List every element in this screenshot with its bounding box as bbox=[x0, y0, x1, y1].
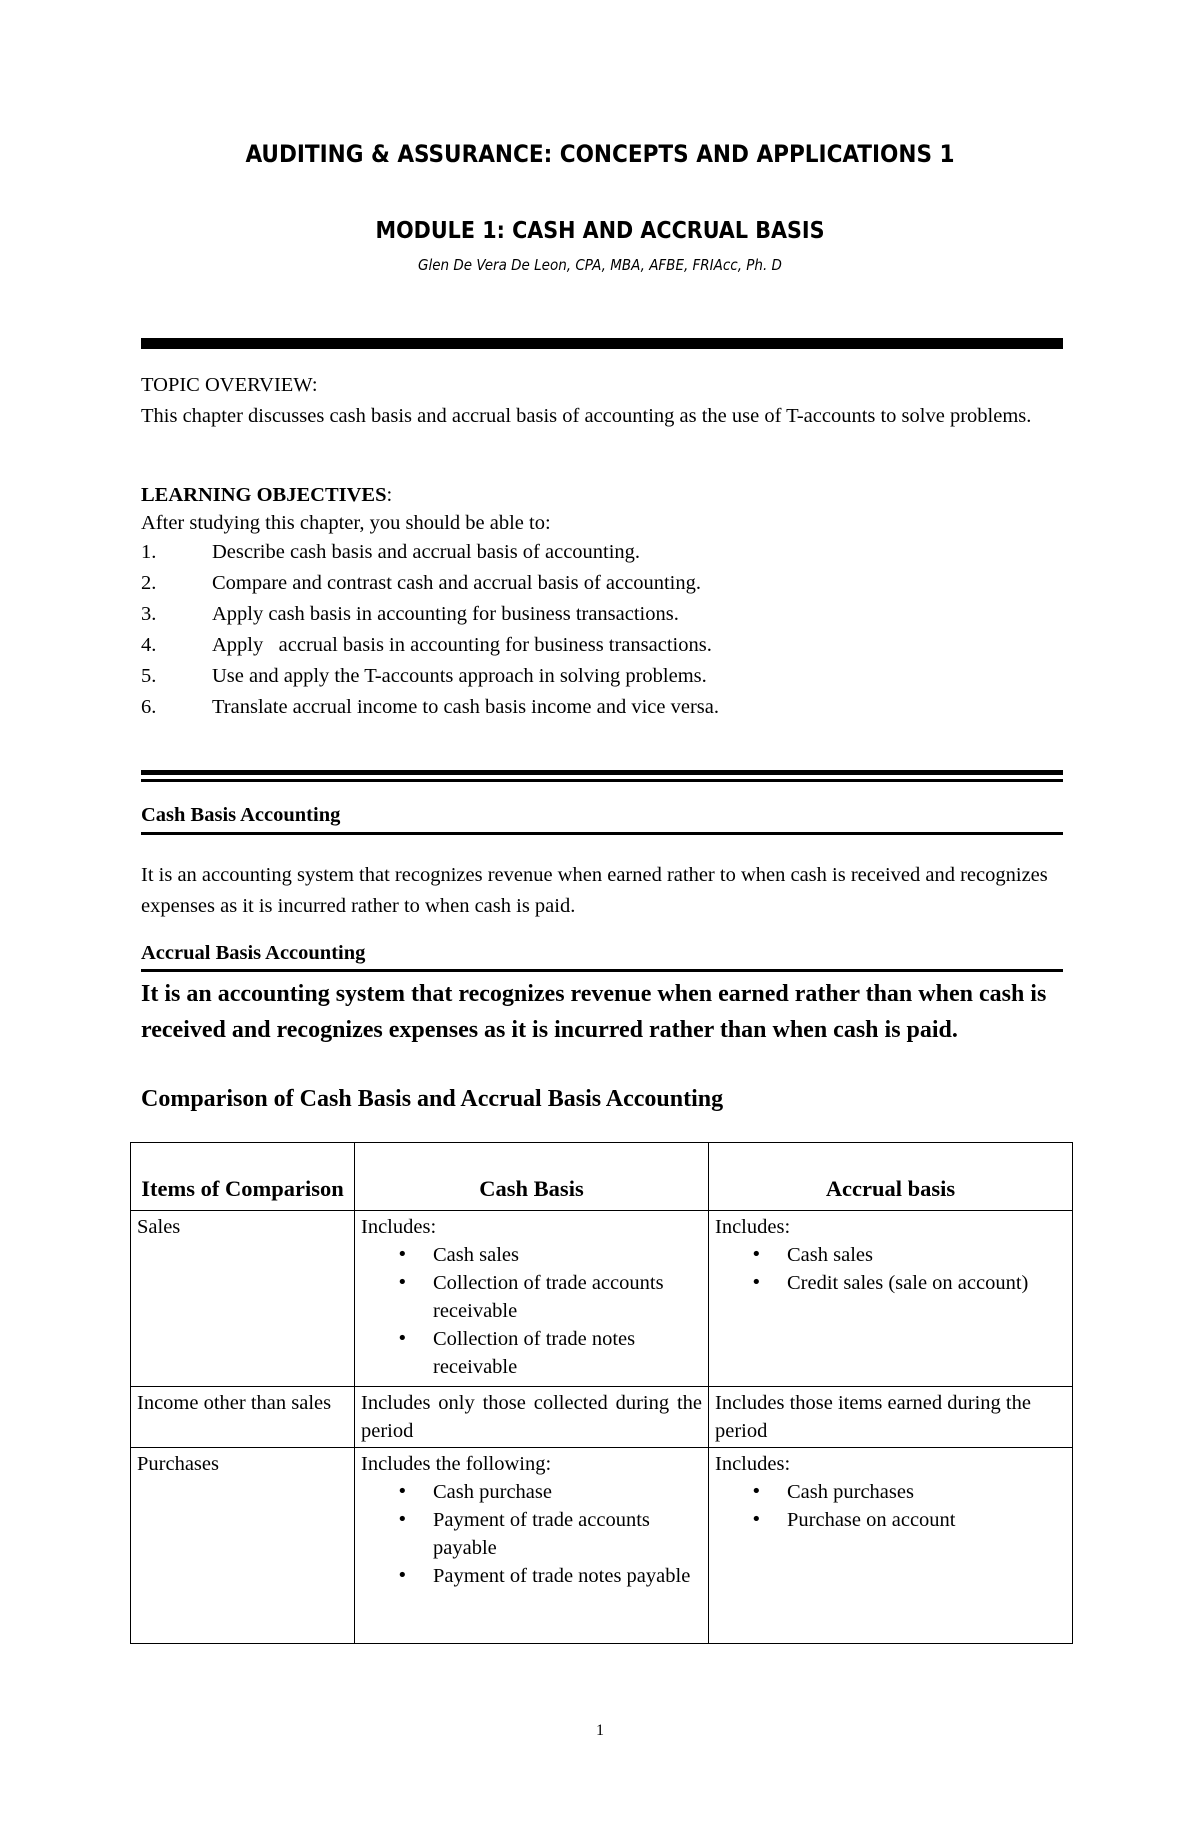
page-number: 1 bbox=[596, 1722, 604, 1739]
topic-overview: TOPIC OVERVIEW: This chapter discusses cash basis and accrual basis of accounting as the use of T-accounts to solve problems. bbox=[141, 370, 1061, 432]
thick-divider bbox=[141, 338, 1063, 349]
accrual-basis-rule bbox=[141, 969, 1063, 972]
list-item: • Collection of trade notes receivable bbox=[433, 1325, 702, 1381]
list-item: • Payment of trade accounts payable bbox=[433, 1506, 702, 1562]
cash-bullet-list bbox=[361, 1241, 702, 1381]
list-item: • Credit sales (sale on account) bbox=[787, 1269, 1066, 1297]
learning-objectives: LEARNING OBJECTIVES: After studying this chapter, you should be able to: 1. Describe cash basis and accrual basis of accounting. 2. Compare and contrast cash and accrual basis of accounting. 3. Apply cash basis in accounting for business transactions. 4. Apply accrual basis in accounting for business transactions. 5. Use and apply the T-accounts approach in solving problems. 6. Translate accrual income to cash basis income and vice versa. bbox=[141, 481, 1061, 723]
accrual-cell: Includes those items earned during the period bbox=[709, 1387, 1073, 1448]
comparison-title: Comparison of Cash Basis and Accrual Basis Accounting bbox=[141, 1086, 724, 1112]
objective-item: 2. Compare and contrast cash and accrual basis of accounting. bbox=[141, 572, 701, 594]
cash-cell: Includes only those collected during the period bbox=[355, 1387, 709, 1448]
overview-text: This chapter discusses cash basis and accrual basis of accounting as the use of T-accounts to solve problems. bbox=[141, 405, 1032, 427]
accrual-bullet-list bbox=[715, 1241, 1066, 1297]
list-item: • Cash sales bbox=[787, 1241, 1066, 1269]
cash-bullet-list bbox=[361, 1478, 702, 1590]
objective-item: 1. Describe cash basis and accrual basis of accounting. bbox=[141, 541, 641, 563]
cash-cell: Includes the following: • Cash purchase • Payment of trade accounts payable • Payment of trade notes payable bbox=[355, 1448, 709, 1644]
column-header-accrual: Accrual basis bbox=[709, 1143, 1073, 1211]
double-divider-bottom bbox=[141, 779, 1063, 782]
list-item: • Cash purchase bbox=[433, 1478, 702, 1506]
objective-item: 5. Use and apply the T-accounts approach in solving problems. bbox=[141, 665, 707, 687]
accrual-basis-heading: Accrual Basis Accounting bbox=[141, 942, 366, 964]
list-item: • Collection of trade accounts receivable bbox=[433, 1269, 702, 1325]
row-item: Purchases bbox=[131, 1448, 355, 1644]
cash-basis-text: It is an accounting system that recognizes revenue when earned rather to when cash is received and recognizes expenses as it is incurred rather to when cash is paid. bbox=[141, 864, 1048, 917]
cash-basis-heading: Cash Basis Accounting bbox=[141, 804, 341, 826]
accrual-cell: Includes: • Cash sales • Credit sales (sale on account) bbox=[709, 1211, 1073, 1387]
overview-heading: TOPIC OVERVIEW bbox=[141, 374, 312, 396]
accrual-bullet-list bbox=[715, 1478, 1066, 1534]
column-header-items: Items of Comparison bbox=[131, 1143, 355, 1211]
accrual-basis-text: It is an accounting system that recognizes revenue when earned rather than when cash is received and recognizes expenses as it is incurred rather than when cash is paid. bbox=[141, 981, 1047, 1043]
list-item: • Cash sales bbox=[433, 1241, 702, 1269]
objectives-intro: After studying this chapter, you should be able to: bbox=[141, 512, 551, 534]
table-row bbox=[131, 1211, 1073, 1387]
module-title: MODULE 1: CASH AND ACCRUAL BASIS bbox=[375, 218, 825, 244]
cash-cell: Includes: • Cash sales • Collection of trade accounts receivable • Collection of trade notes receivable bbox=[355, 1211, 709, 1387]
objective-item: 4. Apply accrual basis in accounting for business transactions. bbox=[141, 634, 712, 656]
row-item: Income other than sales bbox=[131, 1387, 355, 1448]
objectives-list bbox=[141, 537, 1061, 723]
list-item: • Cash purchases bbox=[787, 1478, 1066, 1506]
course-title: AUDITING & ASSURANCE: CONCEPTS AND APPLICATIONS 1 bbox=[245, 140, 955, 168]
table-row bbox=[131, 1448, 1073, 1644]
comparison-table bbox=[130, 1142, 1073, 1644]
objectives-heading: LEARNING OBJECTIVES bbox=[141, 484, 387, 506]
author-line: Glen De Vera De Leon, CPA, MBA, AFBE, FRIAcc, Ph. D bbox=[418, 256, 782, 274]
list-item: • Payment of trade notes payable bbox=[433, 1562, 702, 1590]
double-divider-top bbox=[141, 770, 1063, 775]
list-item: • Purchase on account bbox=[787, 1506, 1066, 1534]
objective-item: 6. Translate accrual income to cash basis income and vice versa. bbox=[141, 696, 720, 718]
table-header-row bbox=[131, 1143, 1073, 1211]
row-item: Sales bbox=[131, 1211, 355, 1387]
accrual-cell: Includes: • Cash purchases • Purchase on account bbox=[709, 1448, 1073, 1644]
table-row bbox=[131, 1387, 1073, 1448]
column-header-cash: Cash Basis bbox=[355, 1143, 709, 1211]
objective-item: 3. Apply cash basis in accounting for business transactions. bbox=[141, 603, 679, 625]
cash-basis-rule bbox=[141, 832, 1063, 835]
